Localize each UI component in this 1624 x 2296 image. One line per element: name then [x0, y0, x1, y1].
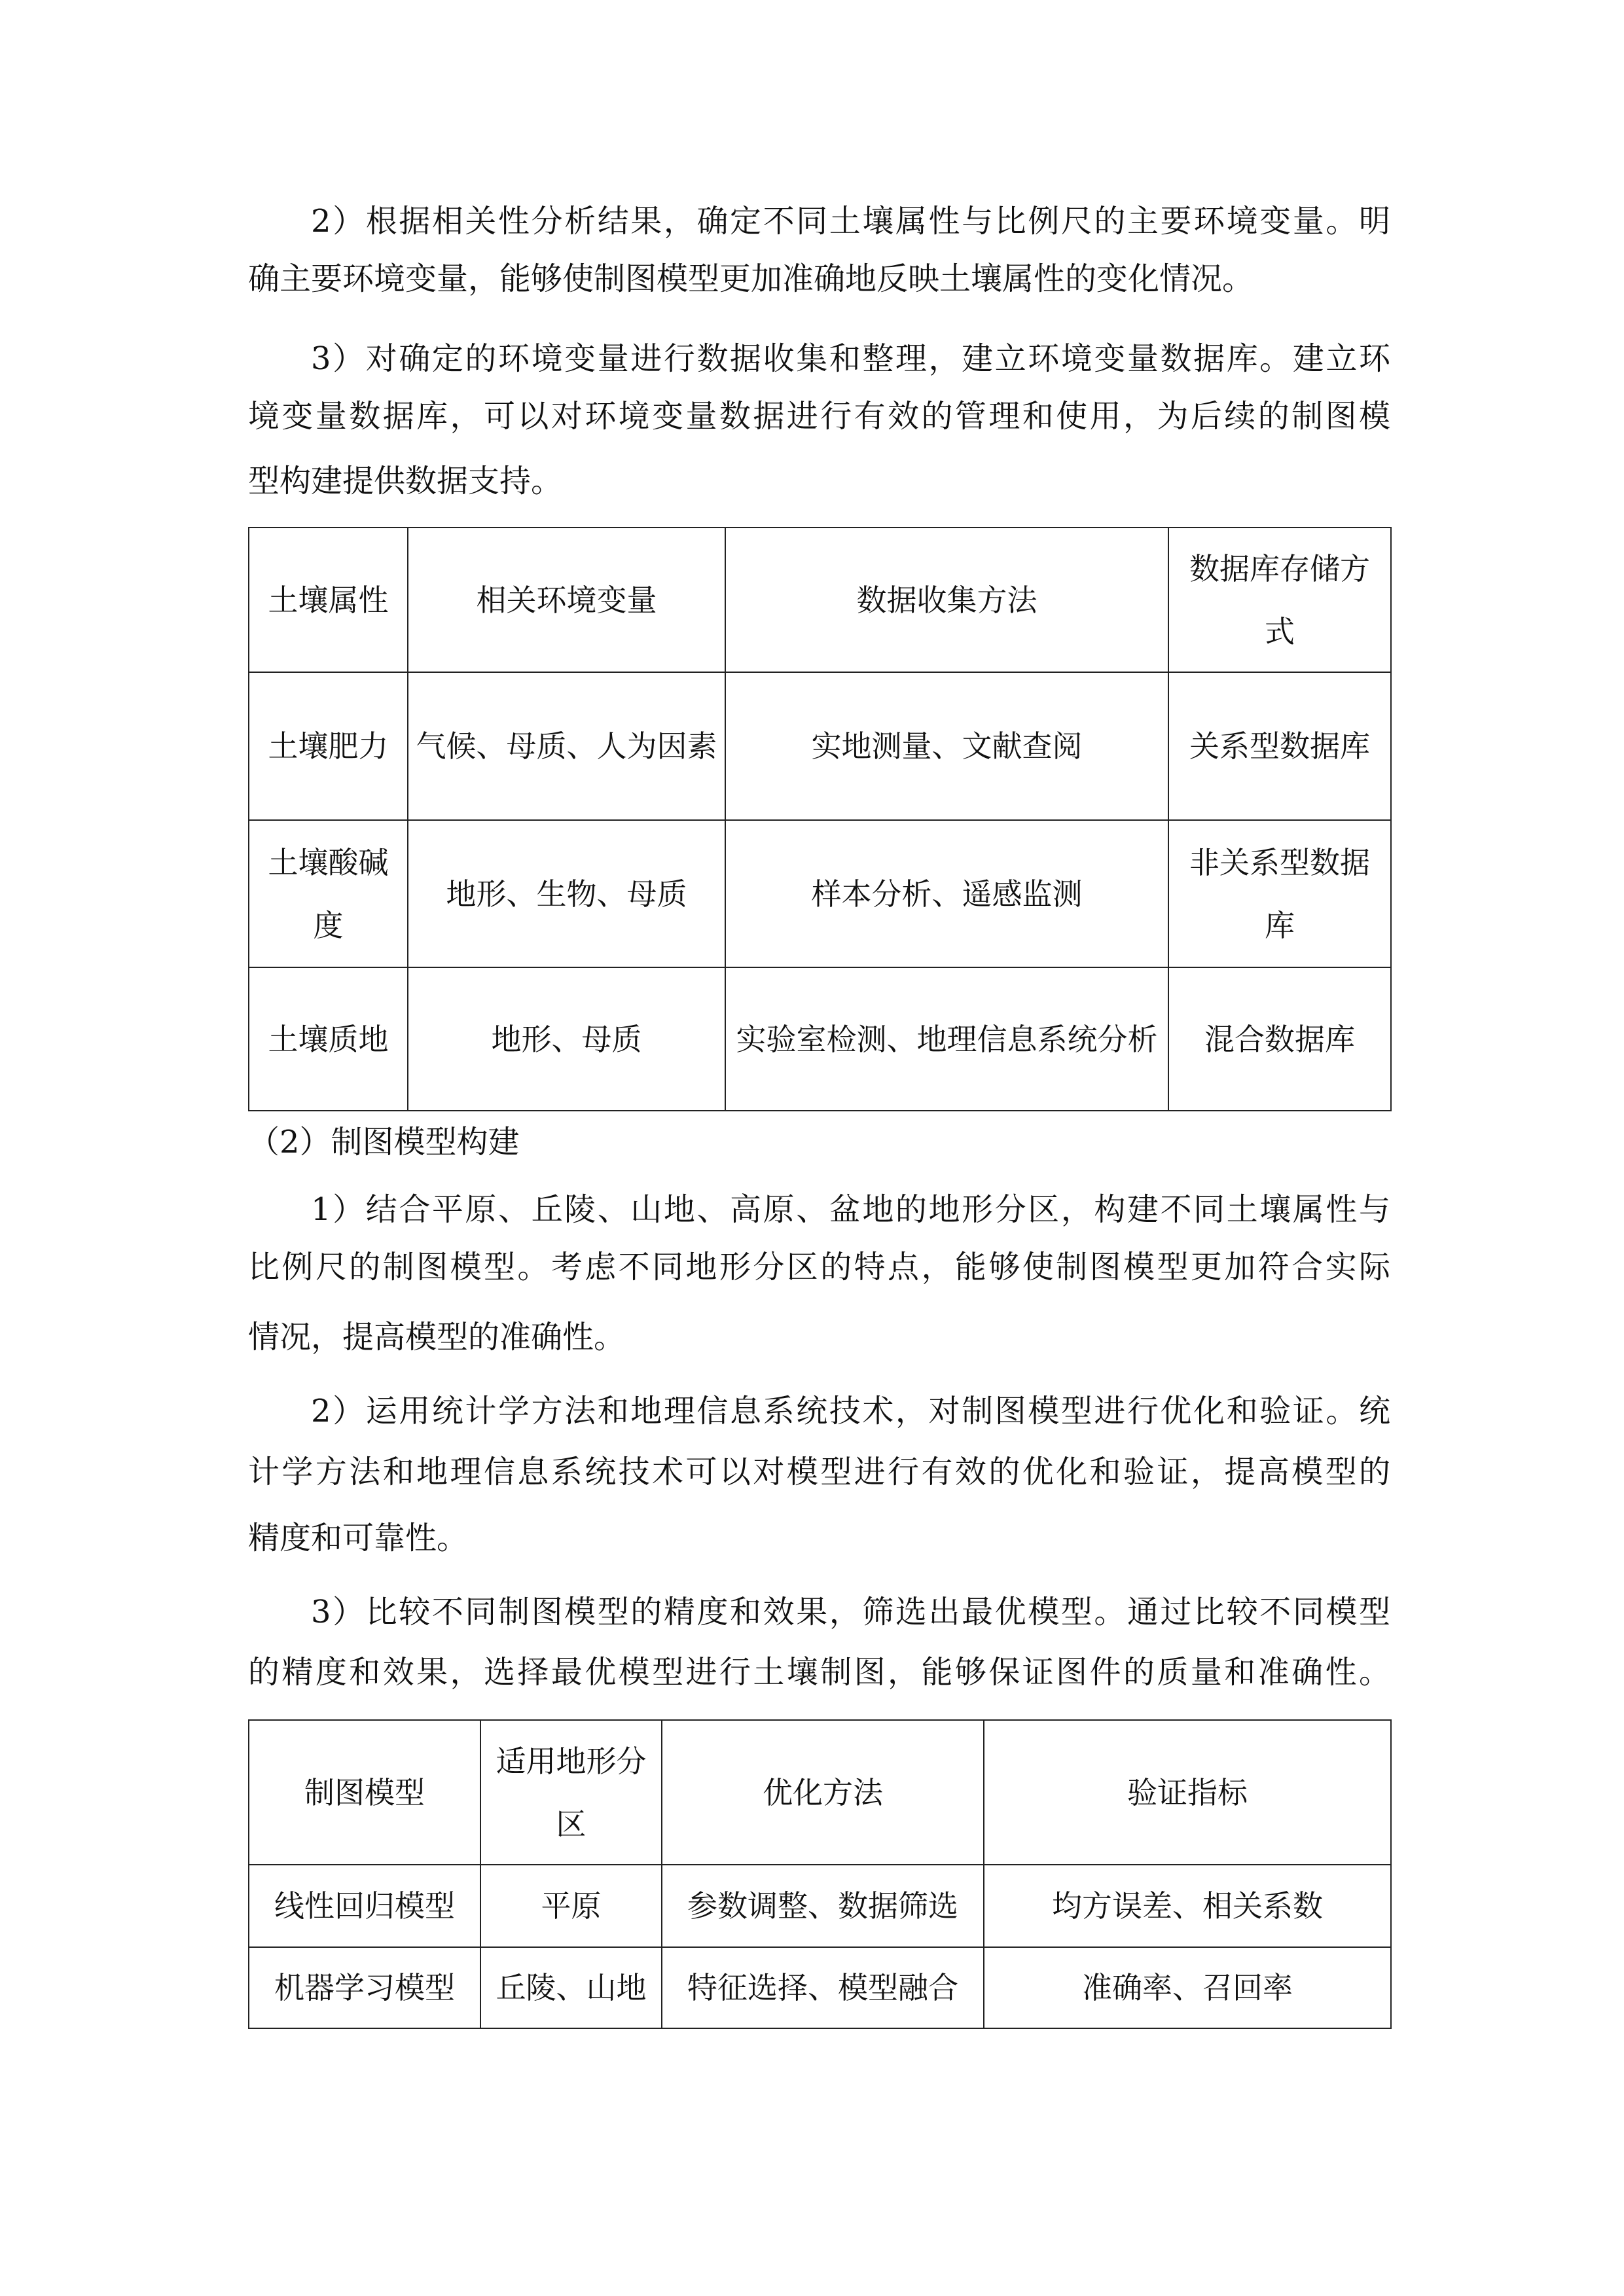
para-line: 的精度和效果，选择最优模型进行土壤制图，能够保证图件的质量和准确性。: [248, 1654, 1390, 1691]
header-cell: 优化方法: [662, 1720, 984, 1865]
table-cell: 地形、生物、母质: [408, 820, 725, 967]
table-cell: 土壤肥力: [249, 672, 408, 820]
table-cell: 丘陵、山地: [480, 1947, 662, 2028]
table-cell: 混合数据库: [1168, 967, 1391, 1111]
para-line: 3）对确定的环境变量进行数据收集和整理，建立环境变量数据库。建立环: [311, 340, 1390, 377]
table-row: [249, 1865, 1391, 1947]
table-cell: 土壤质地: [249, 967, 408, 1111]
header-cell: 适用地形分区: [480, 1720, 662, 1865]
para-line: 1）结合平原、丘陵、山地、高原、盆地的地形分区，构建不同土壤属性与: [311, 1191, 1390, 1228]
table-cell: 样本分析、遥感监测: [725, 820, 1168, 967]
table-cell: 地形、母质: [408, 967, 725, 1111]
environment-variable-table: [248, 527, 1392, 1111]
model-table: [248, 1719, 1392, 2029]
para-line: 2）根据相关性分析结果，确定不同土壤属性与比例尺的主要环境变量。明: [311, 203, 1390, 240]
table-cell: 气候、母质、人为因素: [408, 672, 725, 820]
table-cell: 实验室检测、地理信息系统分析: [725, 967, 1168, 1111]
table-cell: 实地测量、文献查阅: [725, 672, 1168, 820]
table-cell: 非关系型数据库: [1168, 820, 1391, 967]
header-cell: 制图模型: [249, 1720, 480, 1865]
para-line: 精度和可靠性。: [248, 1520, 469, 1556]
table-cell: 线性回归模型: [249, 1865, 480, 1947]
header-cell: 数据库存储方式: [1168, 528, 1391, 672]
table-cell: 机器学习模型: [249, 1947, 480, 2028]
table-row: [249, 967, 1391, 1111]
table-cell: 平原: [480, 1865, 662, 1947]
para-line: 型构建提供数据支持。: [248, 463, 563, 499]
table-cell: 参数调整、数据筛选: [662, 1865, 984, 1947]
para-line: 2）运用统计学方法和地理信息系统技术，对制图模型进行优化和验证。统: [311, 1393, 1390, 1429]
header-cell: 相关环境变量: [408, 528, 725, 672]
table-row: [249, 820, 1391, 967]
table-cell: 均方误差、相关系数: [984, 1865, 1391, 1947]
header-cell: 数据收集方法: [725, 528, 1168, 672]
table-cell: 关系型数据库: [1168, 672, 1391, 820]
table-header-row: [249, 528, 1391, 672]
table-header-row: [249, 1720, 1391, 1865]
header-cell: 土壤属性: [249, 528, 408, 672]
section-heading: （2）制图模型构建: [248, 1124, 520, 1160]
para-line: 3）比较不同制图模型的精度和效果，筛选出最优模型。通过比较不同模型: [311, 1594, 1390, 1630]
table-cell: 特征选择、模型融合: [662, 1947, 984, 2028]
header-cell: 验证指标: [984, 1720, 1391, 1865]
para-line: 比例尺的制图模型。考虑不同地形分区的特点，能够使制图模型更加符合实际: [248, 1249, 1390, 1285]
para-line: 境变量数据库，可以对环境变量数据进行有效的管理和使用，为后续的制图模: [248, 398, 1390, 435]
para-line: 计学方法和地理信息系统技术可以对模型进行有效的优化和验证，提高模型的: [248, 1454, 1390, 1490]
para-line: 确主要环境变量，能够使制图模型更加准确地反映土壤属性的变化情况。: [248, 260, 1254, 297]
table-row: [249, 1947, 1391, 2028]
table-cell: 土壤酸碱度: [249, 820, 408, 967]
table-cell: 准确率、召回率: [984, 1947, 1391, 2028]
para-line: 情况，提高模型的准确性。: [248, 1319, 626, 1355]
table-row: [249, 672, 1391, 820]
